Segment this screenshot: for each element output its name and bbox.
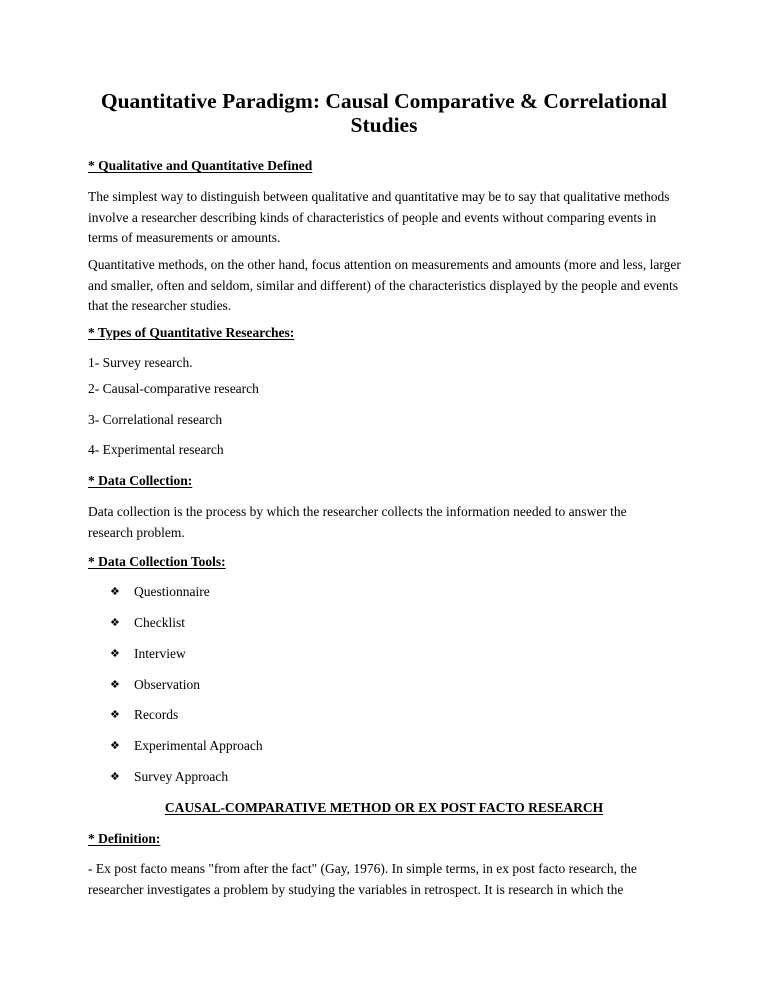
paragraph-quantitative-definition: Quantitative methods, on the other hand, focus attention on measurements and amounts (more and less, larger and smaller, often and seldom, similar and different) of the characteristics displayed by the people and events that the researcher studies. [88,257,681,313]
bullet-item-label: Checklist [134,615,185,630]
diamond-bullet-icon: ❖ [110,708,120,721]
bullet-item-label: Observation [134,677,200,692]
bullet-item-records [110,707,178,723]
section-heading-types-of-quantitative-researches: * Types of Quantitative Researches: [88,325,295,340]
paragraph-ex-post-facto-definition: - Ex post facto means "from after the fact" (Gay, 1976). In simple terms, in ex post facto research, the researcher investigates a problem by studying the variables in retrospect. It is research in which the [88,861,637,897]
diamond-bullet-icon: ❖ [110,616,120,629]
diamond-bullet-icon: ❖ [110,770,120,783]
bullet-item-label: Questionnaire [134,584,210,599]
section-heading-qualitative-quantitative-defined: * Qualitative and Quantitative Defined [88,158,313,173]
section-heading-data-collection-tools: * Data Collection Tools: [88,554,226,569]
diamond-bullet-icon: ❖ [110,585,120,598]
list-item-experimental-research: 4- Experimental research [88,442,224,457]
bullet-item-experimental-approach [110,738,263,754]
bullet-item-interview [110,646,186,662]
paragraph-qualitative-definition: The simplest way to distinguish between qualitative and quantitative may be to say that qualitative methods involve a researcher describing kinds of characteristics of people and events without comparing events in terms of measurements or amounts. [88,189,670,245]
list-item-correlational-research: 3- Correlational research [88,412,223,427]
bullet-item-checklist [110,615,185,631]
list-item-survey-research: 1- Survey research. [88,355,193,370]
paragraph-data-collection: Data collection is the process by which the researcher collects the information needed to answer the research problem. [88,504,627,540]
diamond-bullet-icon: ❖ [110,647,120,660]
bullet-item-label: Records [134,707,179,722]
document-title: Quantitative Paradigm: Causal Comparative & Correlational Studies [100,89,668,137]
section-heading-causal-comparative-method: CAUSAL-COMPARATIVE METHOD OR EX POST FACTO RESEARCH [164,800,604,815]
section-heading-definition: * Definition: [88,831,161,846]
bullet-item-label: Survey Approach [134,769,229,784]
bullet-item-observation [110,677,200,693]
diamond-bullet-icon: ❖ [110,739,120,752]
bullet-item-survey-approach [110,769,228,785]
list-item-causal-comparative-research: 2- Causal-comparative research [88,381,259,396]
diamond-bullet-icon: ❖ [110,678,120,691]
bullet-item-questionnaire [110,584,210,600]
bullet-item-label: Interview [134,646,186,661]
bullet-item-label: Experimental Approach [134,738,263,753]
section-heading-data-collection: * Data Collection: [88,473,193,488]
